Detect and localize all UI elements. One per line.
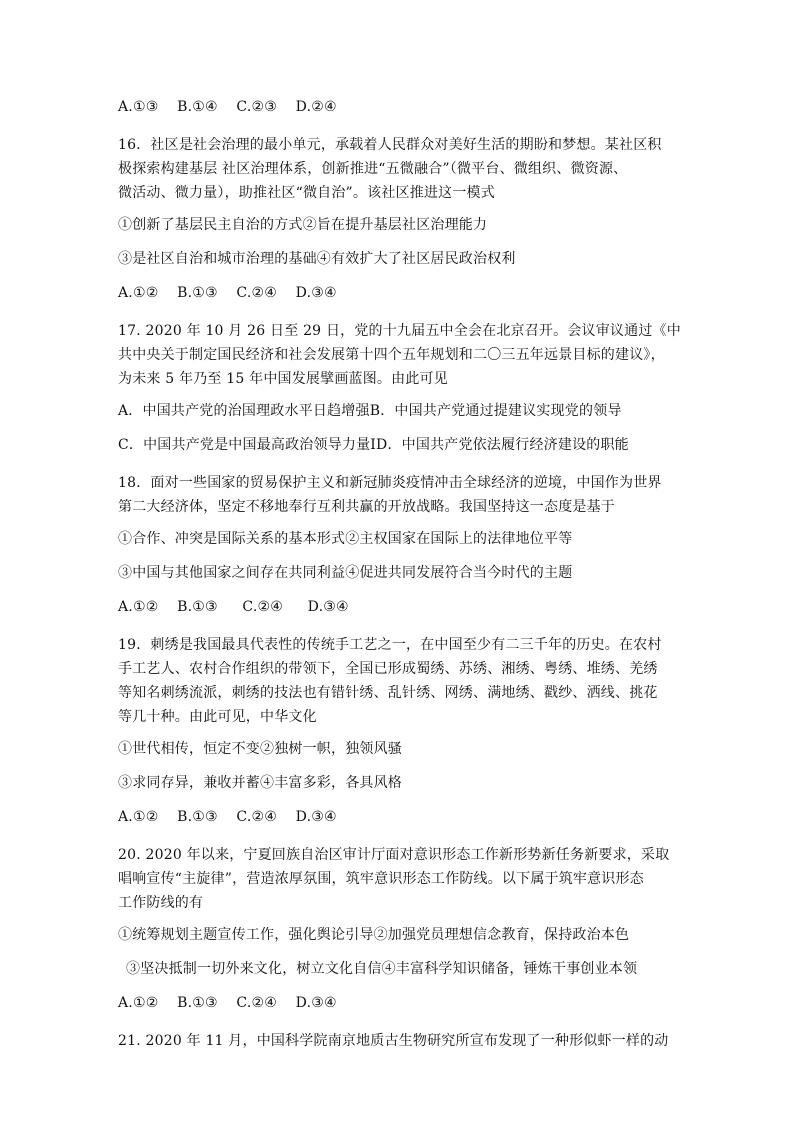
q20-stem-line-1: 20. 2020 年以来，宁夏回族自治区审计厅面对意识形态工作新形势新任务新要求，采取 xyxy=(118,847,670,863)
q20-item-1: ①统筹规划主题宣传工作，强化舆论引导②加强党员理想信念教育，保持政治本色 xyxy=(118,927,630,943)
q19-options xyxy=(118,806,708,828)
q18-item-2: ③中国与其他国家之间存在共同利益④促进共同发展符合当今时代的主题 xyxy=(118,565,573,581)
option-b: B.①③ xyxy=(177,995,218,1011)
q16-options xyxy=(118,282,708,304)
q17-options-ab: A．中国共产党的治国理政水平日趋增强B．中国共产党通过提建议实现党的领导 xyxy=(118,403,622,419)
q17-stem-line-2: 共中央关于制定国民经济和社会发展第十四个五年规划和二〇三五年远景目标的建议》， xyxy=(118,347,665,363)
option-c: C.②③ xyxy=(236,99,277,115)
q20-item-2: ③坚决抵制一切外来文化，树立文化自信④丰富科学知识储备，锤炼干事创业本领 xyxy=(126,961,638,977)
q19-item-2: ③求同存异，兼收并蓄④丰富多彩，各具风格 xyxy=(118,775,402,791)
q21-stem-line-1: 21. 2020 年 11 月，中国科学院南京地质古生物研究所宣布发现了一种形似虾一样的动 xyxy=(118,1033,669,1049)
q16-item-1: ①创新了基层民主自治的方式②旨在提升基层社区治理能力 xyxy=(118,217,488,233)
option-b: B.①③ xyxy=(177,809,218,825)
option-c: C.②④ xyxy=(236,809,277,825)
q20-stem-line-3: 工作防线的有 xyxy=(118,895,204,911)
option-d: D.③④ xyxy=(295,285,337,301)
q17-options-cd: C．中国共产党是中国最高政治领导力量ID．中国共产党依法履行经济建设的职能 xyxy=(118,437,629,453)
q16-stem-line-3: 微活动、微力量），助推社区“微自治”。该社区推进这一模式 xyxy=(118,185,495,201)
q18-stem-line-1: 18．面对一些国家的贸易保护主义和新冠肺炎疫情冲击全球经济的逆境，中国作为世界 xyxy=(118,475,662,491)
q18-stem-line-2: 第二大经济体，坚定不移地奉行互利共赢的开放战略。我国坚持这一态度是基于 xyxy=(118,499,615,515)
option-d: D.③④ xyxy=(307,599,349,615)
option-d: D.③④ xyxy=(295,809,337,825)
option-a: A.①② xyxy=(118,285,159,301)
option-b: B.①④ xyxy=(177,99,218,115)
q19-stem-line-4: 等几十种。由此可见，中华文化 xyxy=(118,709,317,725)
q16-item-2: ③是社区自治和城市治理的基础④有效扩大了社区居民政治权利 xyxy=(118,251,516,267)
option-d: D.②④ xyxy=(295,99,337,115)
option-c: C.②④ xyxy=(236,285,277,301)
q16-stem-line-1: 16．社区是社会治理的最小单元，承载着人民群众对美好生活的期盼和梦想。某社区积 xyxy=(118,137,662,153)
option-a: A.①② xyxy=(118,995,159,1011)
option-c: C.②④ xyxy=(242,599,283,615)
q18-item-1: ①合作、冲突是国际关系的基本形式②主权国家在国际上的法律地位平等 xyxy=(118,531,573,547)
q20-stem-line-2: 唱响宣传“主旋律”，营造浓厚氛围，筑牢意识形态工作防线。以下属于筑牢意识形态 xyxy=(118,871,644,887)
option-a: A.①② xyxy=(118,599,159,615)
q17-stem-line-1: 17. 2020 年 10 月 26 日至 29 日，党的十九届五中全会在北京召开。会议审议通过《中 xyxy=(118,323,681,339)
q16-stem-line-2: 极探索构建基层 社区治理体系，创新推进“五微融合”（微平台、微组织、微资源、 xyxy=(118,161,628,177)
q18-options xyxy=(118,596,708,618)
q17-stem-line-3: 为未来 5 年乃至 15 年中国发展擘画蓝图。由此可见 xyxy=(118,371,448,387)
q19-stem-line-2: 手工艺人、农村合作组织的带领下，全国已形成蜀绣、苏绣、湘绣、粤绣、堆绣、羌绣 xyxy=(118,661,658,677)
q20-options xyxy=(118,992,708,1014)
option-b: B.①③ xyxy=(177,285,218,301)
option-c: C.②④ xyxy=(236,995,277,1011)
q19-stem-line-1: 19．刺绣是我国最具代表性的传统手工艺之一，在中国至少有二三千年的历史。在农村 xyxy=(118,637,662,653)
option-d: D.③④ xyxy=(295,995,337,1011)
option-b: B.①③ xyxy=(177,599,218,615)
option-a: A.①③ xyxy=(118,99,159,115)
q19-item-1: ①世代相传，恒定不变②独树一帜，独领风骚 xyxy=(118,741,402,757)
option-a: A.①② xyxy=(118,809,159,825)
q19-stem-line-3: 等知名刺绣流派，刺绣的技法也有错针绣、乱针绣、网绣、满地绣、戳纱、洒线、挑花 xyxy=(118,685,658,701)
q15-options xyxy=(118,96,708,118)
